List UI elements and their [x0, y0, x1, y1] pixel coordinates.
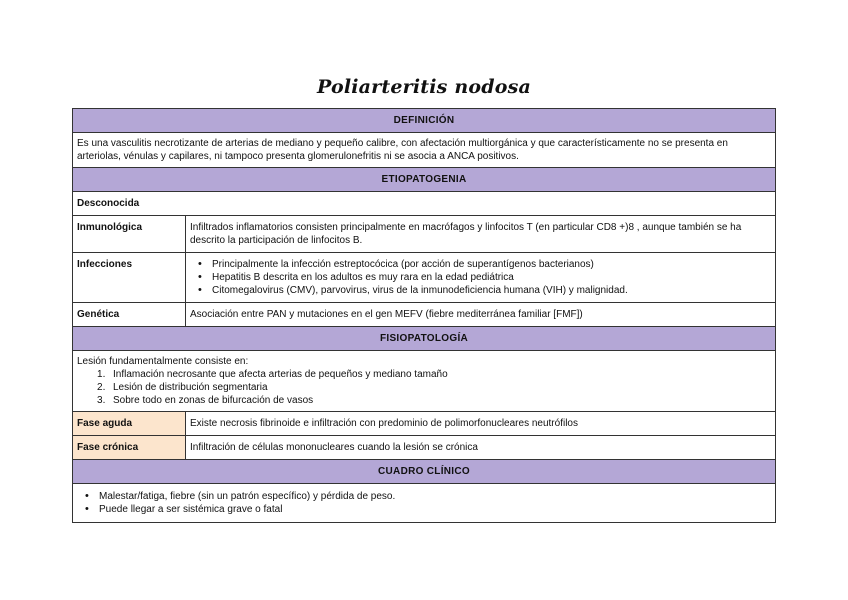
list-item: • Hepatitis B descrita en los adultos es muy rara en la edad pediátrica	[190, 271, 771, 284]
fisiopatologia-intro: Lesión fundamentalmente consiste en:	[77, 356, 249, 367]
list-item: • Malestar/fatiga, fiebre (sin un patrón específico) y pérdida de peso.	[77, 490, 771, 503]
list-item: • Principalmente la infección estreptocócica (por acción de superantígenos bacterianos)	[190, 258, 771, 271]
section-header-row	[73, 327, 776, 351]
fase-cronica-label: Fase crónica	[73, 436, 186, 460]
inmunologica-label: Inmunológica	[73, 216, 186, 253]
fase-aguda-label: Fase aguda	[73, 412, 186, 436]
definicion-text: Es una vasculitis necrotizante de arterias de mediano y pequeño calibre, con afectación multiorgánica y que característicamente no se presenta en arteriolas, vénulas y capilares, ni tampoco presenta glomerulonefritis ni se asocia a ANCA positivos.	[73, 133, 776, 168]
section-header-row	[73, 460, 776, 484]
cuadro-clinico-row	[73, 484, 776, 523]
list-item: Sobre todo en zonas de bifurcación de vasos	[113, 395, 314, 406]
cuadro-clinico-header: CUADRO CLÍNICO	[73, 460, 776, 484]
section-header-row	[73, 109, 776, 133]
list-item: • Citomegalovirus (CMV), parvovirus, virus de la inmunodeficiencia humana (VIH) y malignidad.	[190, 284, 771, 297]
fase-cronica-text: Infiltración de células mononucleares cuando la lesión se crónica	[186, 436, 776, 460]
list-item: Inflamación necrosante que afecta arterias de pequeños y mediano tamaño	[113, 369, 448, 380]
infecciones-label: Infecciones	[73, 253, 186, 303]
list-item: Lesión de distribución segmentaria	[113, 382, 268, 393]
fase-aguda-text: Existe necrosis fibrinoide e infiltración con predominio de polimorfonucleares neutrófilos	[186, 412, 776, 436]
list-item: • Puede llegar a ser sistémica grave o fatal	[77, 503, 771, 516]
inmunologica-row	[73, 216, 776, 253]
fisiopatologia-cell	[73, 351, 776, 412]
infecciones-list	[190, 258, 771, 297]
inmunologica-text: Infiltrados inflamatorios consisten principalmente en macrófagos y linfocitos T (en particular CD8 +)8 , aunque también se ha descrito la participación de linfocitos B.	[186, 216, 776, 253]
summary-table	[72, 108, 776, 523]
fisiopatologia-header: FISIOPATOLOGÍA	[73, 327, 776, 351]
section-header-row	[73, 168, 776, 192]
fisiopatologia-list	[77, 368, 771, 407]
fase-cronica-row	[73, 436, 776, 460]
genetica-label: Genética	[73, 303, 186, 327]
desconocida-label: Desconocida	[73, 192, 776, 216]
definicion-row	[73, 133, 776, 168]
fisiopatologia-row	[73, 351, 776, 412]
genetica-row	[73, 303, 776, 327]
cuadro-clinico-cell	[73, 484, 776, 523]
page-title: Poliarteritis nodosa	[316, 76, 532, 98]
etiopatogenia-header: ETIOPATOGENIA	[73, 168, 776, 192]
infecciones-row	[73, 253, 776, 303]
cuadro-clinico-list	[77, 490, 771, 516]
fase-aguda-row	[73, 412, 776, 436]
definicion-header: DEFINICIÓN	[73, 109, 776, 133]
genetica-text: Asociación entre PAN y mutaciones en el gen MEFV (fiebre mediterránea familiar [FMF])	[186, 303, 776, 327]
desconocida-row	[73, 192, 776, 216]
infecciones-list-cell	[186, 253, 776, 303]
